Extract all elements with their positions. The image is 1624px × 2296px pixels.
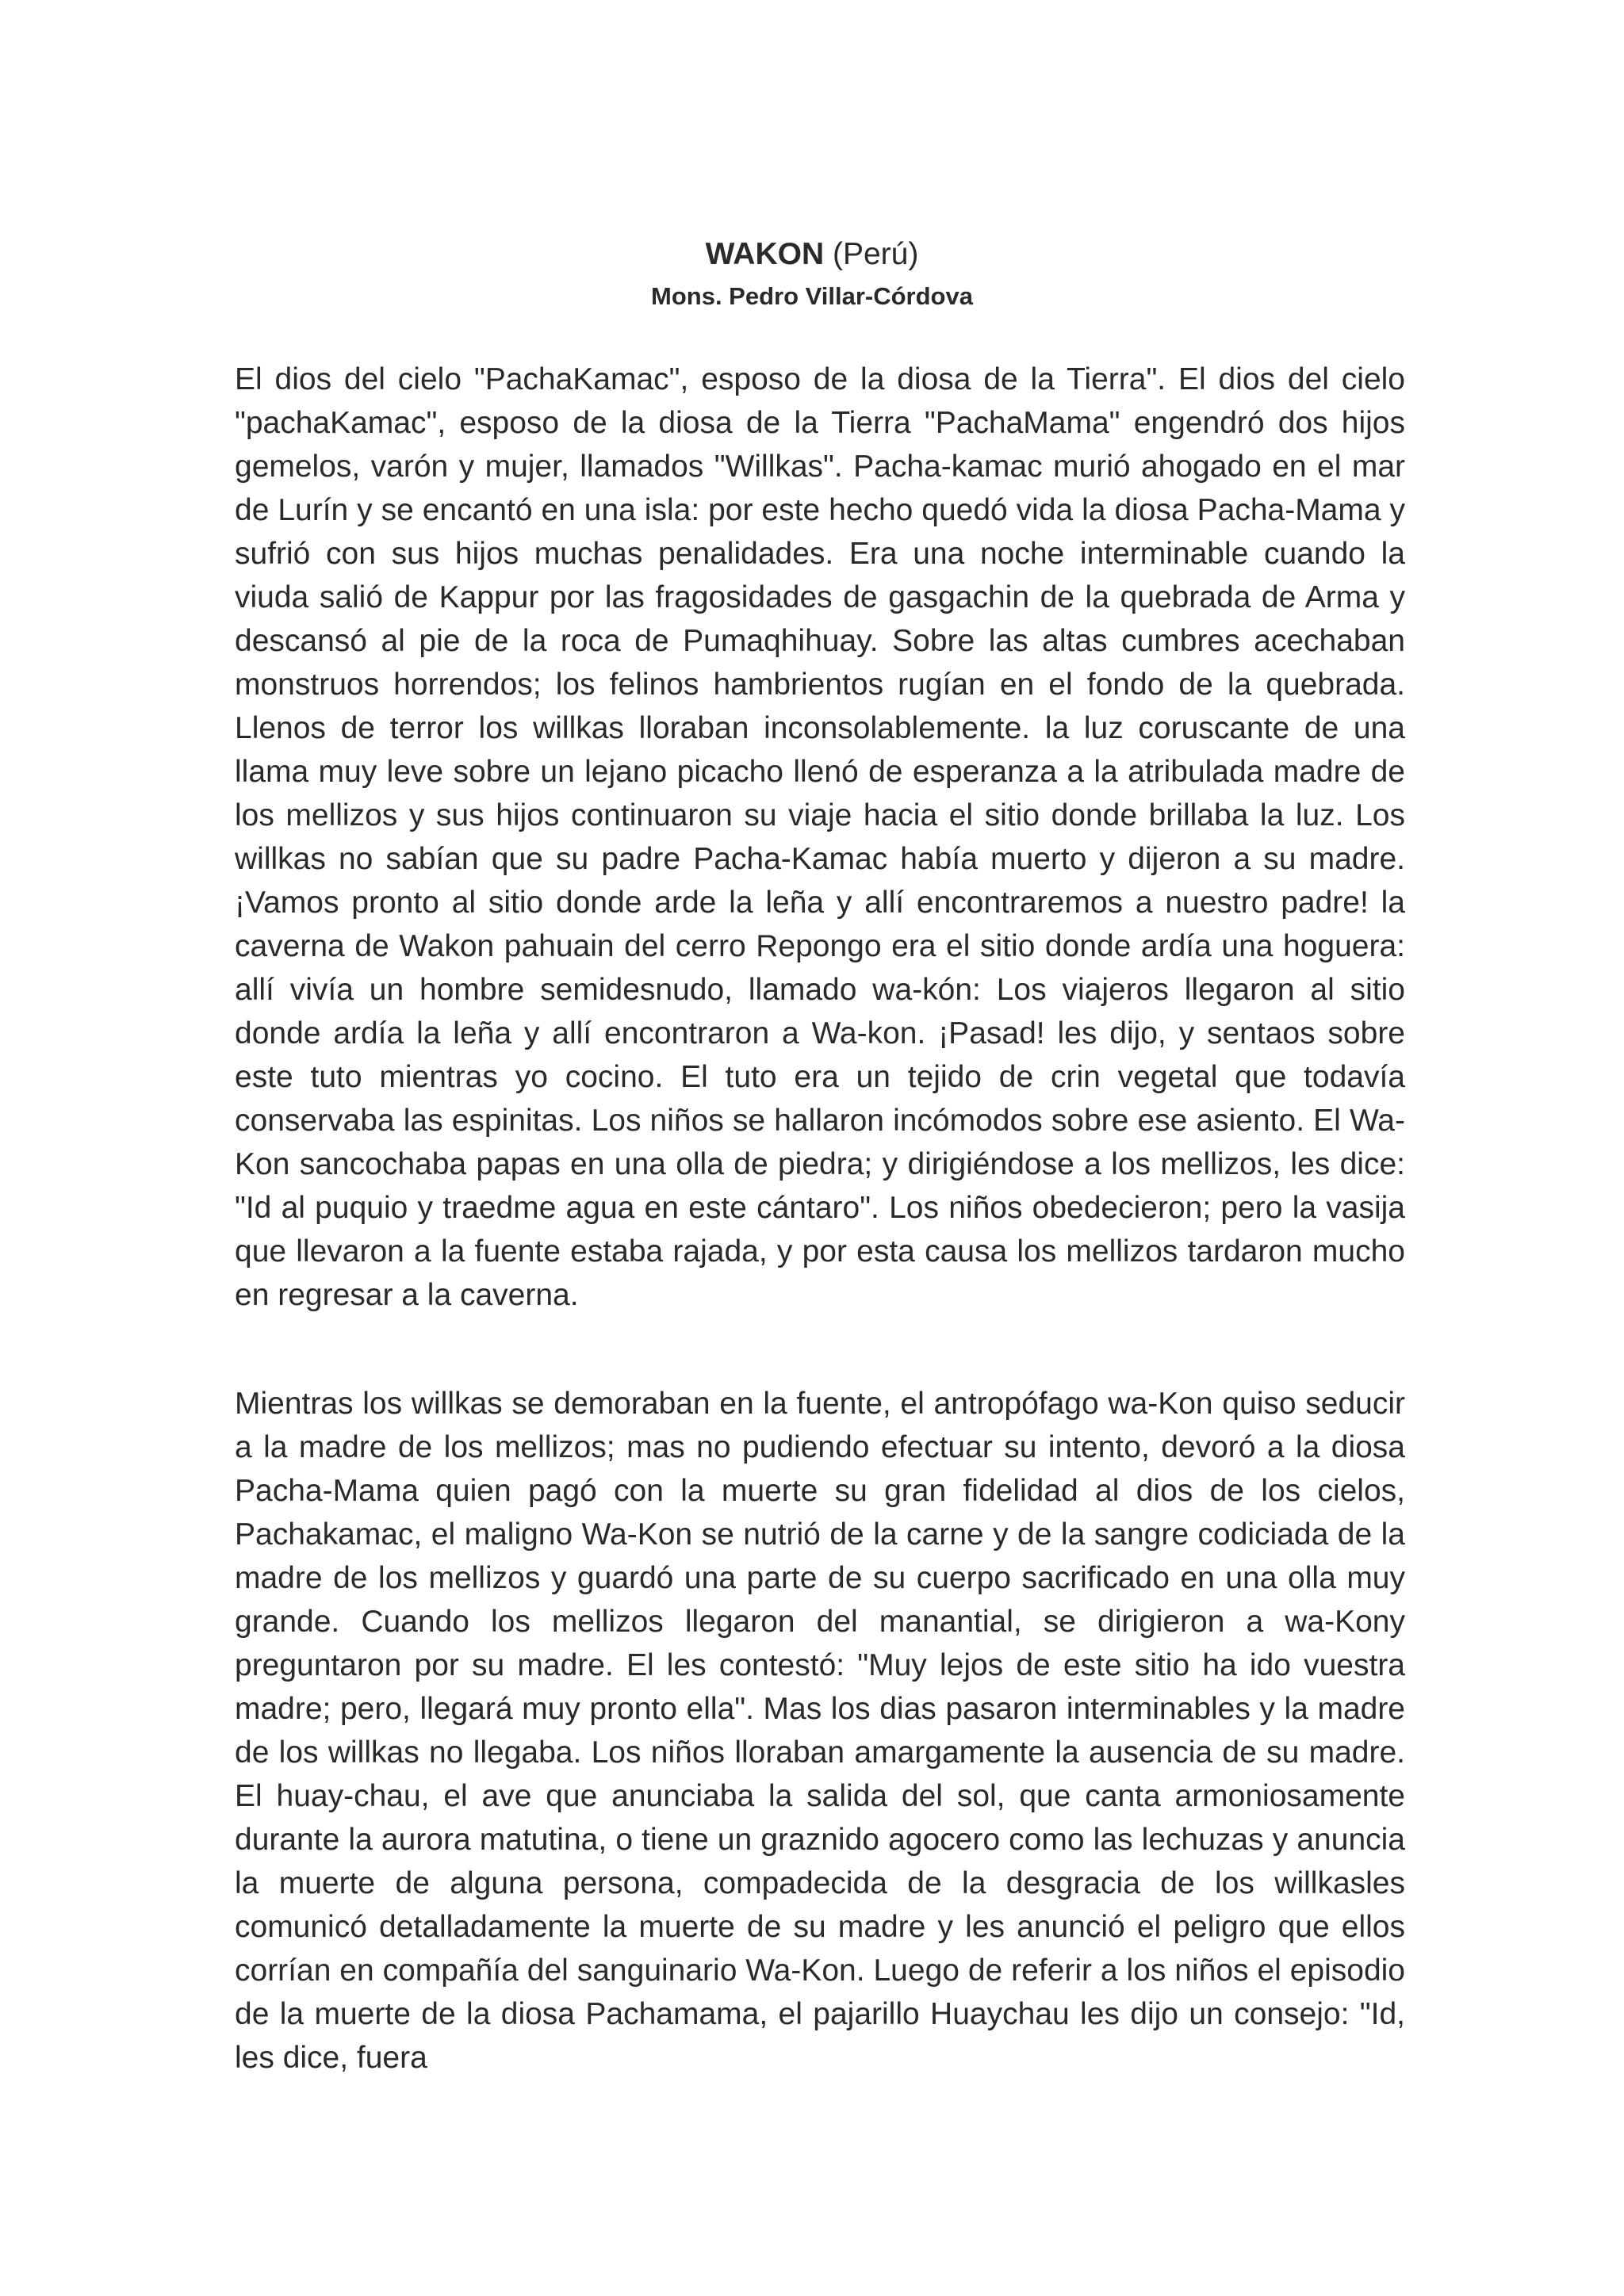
title-main: WAKON [705,237,825,271]
document-title [0,235,1624,274]
document-author: Mons. Pedro Villar-Córdova [651,282,973,310]
title-country: (Perú) [832,237,919,271]
paragraph-2: Mientras los willkas se demoraban en la fuente, el antropófago wa-Kon quiso seducir a la madre de los mellizos; mas no pudiendo efectuar su intento, devoró a la diosa Pacha-Mama quien pagó con la muerte su gran fidelidad al dios de los cielos, Pachakamac, el maligno Wa-Kon se nutrió de la carne y de la sangre codiciada de la madre de los mellizos y guardó una parte de su cuerpo sacrificado en una olla muy grande. Cuando los mellizos llegaron del manantial, se dirigieron a wa-Kony preguntaron por su madre. El les contestó: "Muy lejos de este sitio ha ido vuestra madre; pero, llegará muy pronto ella". Mas los dias pasaron interminables y la madre de los willkas no llegaba. Los niños lloraban amargamente la ausencia de su madre. El huay-chau, el ave que anunciaba la salida del sol, que canta armoniosamente durante la aurora matutina, o tiene un graznido agocero como las lechuzas y anuncia la muerte de alguna persona, compadecida de la desgracia de los willkasles comunicó detalladamente la muerte de su madre y les anunció el peligro que ellos corrían en compañía del sanguinario Wa-Kon. Luego de referir a los niños el episodio de la muerte de la diosa Pachamama, el pajarillo Huaychau les dijo un consejo: "Id, les dice, fuera [235,1387,1405,2075]
paragraph-1: El dios del cielo "PachaKamac", esposo de la diosa de la Tierra". El dios del cielo "pachaKamac", esposo de la diosa de la Tierra "PachaMama" engendró dos hijos gemelos, varón y mujer, llamados "Willkas". Pacha-kamac murió ahogado en el mar de Lurín y se encantó en una isla: por este hecho quedó vida la diosa Pacha-Mama y sufrió con sus hijos muchas penalidades. Era una noche interminable cuando la viuda salió de Kappur por las fragosidades de gasgachin de la quebrada de Arma y descansó al pie de la roca de Pumaqhihuay. Sobre las altas cumbres acechaban monstruos horrendos; los felinos hambrientos rugían en el fondo de la quebrada. Llenos de terror los willkas lloraban inconsolablemente. la luz coruscante de una llama muy leve sobre un lejano picacho llenó de esperanza a la atribulada madre de los mellizos y sus hijos continuaron su viaje hacia el sitio donde brillaba la luz. Los willkas no sabían que su padre Pacha-Kamac había muerto y dijeron a su madre. ¡Vamos pronto al sitio donde arde la leña y allí encontraremos a nuestro padre! la caverna de Wakon pahuain del cerro Repongo era el sitio donde ardía una hoguera: allí vivía un hombre semidesnudo, llamado wa-kón: Los viajeros llegaron al sitio donde ardía la leña y allí encontraron a Wa-kon. ¡Pasad! les dijo, y sentaos sobre este tuto mientras yo cocino. El tuto era un tejido de crin vegetal que todavía conservaba las espinitas. Los niños se hallaron incómodos sobre ese asiento. El Wa-Kon sancochaba papas en una olla de piedra; y dirigiéndose a los mellizos, les dice: "Id al puquio y traedme agua en este cántaro". Los niños obedecieron; pero la vasija que llevaron a la fuente estaba rajada, y por esta causa los mellizos tardaron mucho en regresar a la caverna. [235,362,1405,1312]
